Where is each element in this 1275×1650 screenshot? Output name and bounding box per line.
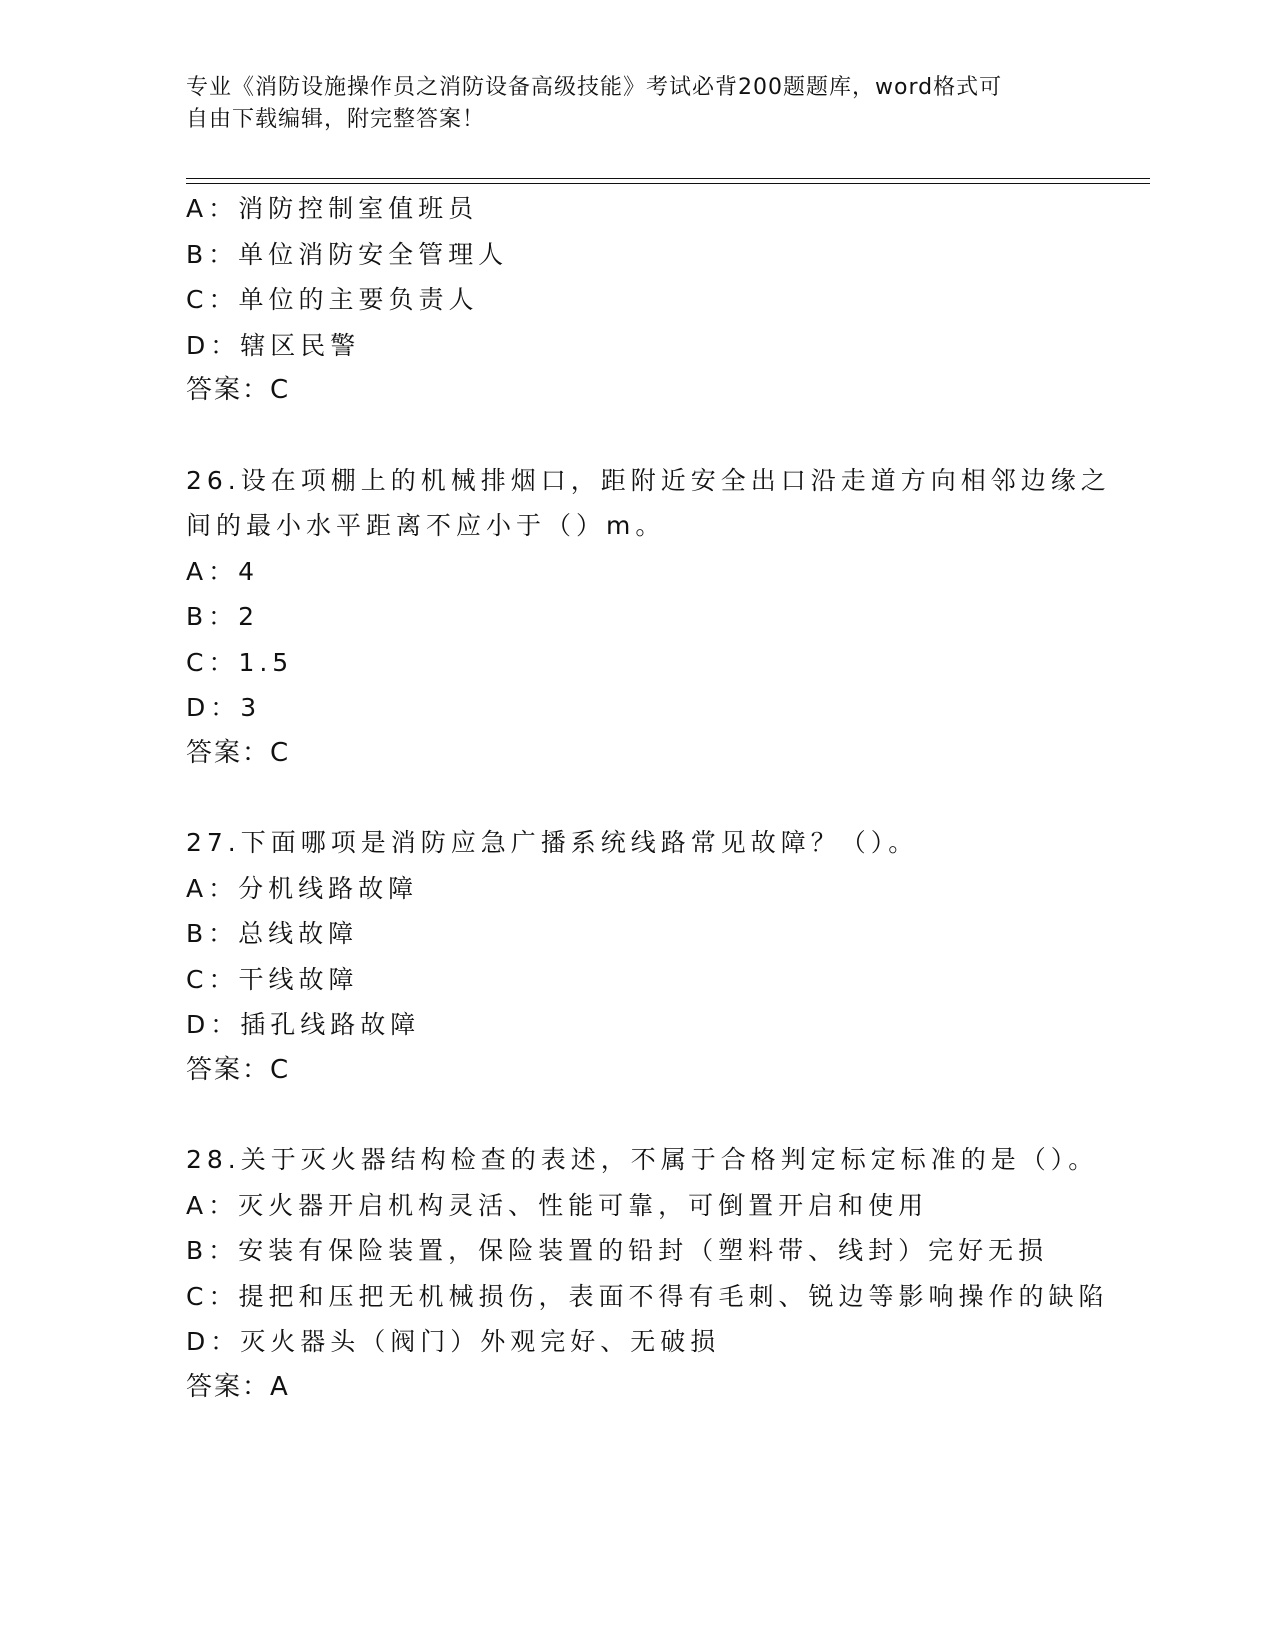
question-stem: 26.设在项棚上的机械排烟口，距附近安全出口沿走道方向相邻边缘之 bbox=[186, 465, 1111, 495]
option-d: D：灭火器头（阀门）外观完好、无破损 bbox=[186, 1327, 721, 1356]
spacer bbox=[186, 414, 1146, 458]
option-c: C：1.5 bbox=[186, 647, 294, 677]
answer: 答案：C bbox=[186, 375, 291, 405]
header-divider-top bbox=[186, 178, 1150, 179]
option-d: D：辖区民警 bbox=[186, 330, 361, 360]
answer: 答案：A bbox=[186, 1371, 290, 1402]
option-b: B：2 bbox=[186, 602, 260, 631]
header-line-2: 自由下载编辑，附完整答案！ bbox=[186, 107, 486, 132]
option-a: A：4 bbox=[186, 556, 260, 586]
option-c: C：提把和压把无机械损伤，表面不得有毛刺、锐边等影响操作的缺陷 bbox=[186, 1281, 1109, 1311]
option-b: B：安装有保险装置，保险装置的铅封（塑料带、线封）完好无损 bbox=[186, 1236, 1049, 1265]
header-line-1: 专业《消防设施操作员之消防设备高级技能》考试必背200题题库，word格式可 bbox=[186, 75, 1003, 100]
question-26 bbox=[186, 458, 1146, 777]
option-d: D：3 bbox=[186, 693, 262, 722]
question-25 bbox=[186, 186, 1146, 414]
option-b: B：单位消防安全管理人 bbox=[186, 239, 509, 269]
question-stem: 28.关于灭火器结构检查的表述，不属于合格判定标定标准的是（）。 bbox=[186, 1145, 1099, 1174]
answer: 答案：C bbox=[186, 737, 291, 768]
header-divider-bottom bbox=[186, 183, 1150, 184]
question-list bbox=[186, 186, 1146, 1410]
option-a: A：消防控制室值班员 bbox=[186, 194, 479, 223]
question-stem-continued: 间的最小水平距离不应小于（）m。 bbox=[186, 511, 666, 540]
question-28 bbox=[186, 1137, 1146, 1410]
question-stem: 27.下面哪项是消防应急广播系统线路常见故障？（）。 bbox=[186, 828, 919, 857]
spacer bbox=[186, 1093, 1146, 1137]
document-header bbox=[186, 72, 1086, 136]
option-c: C：单位的主要负责人 bbox=[186, 285, 479, 314]
option-a: A：灭火器开启机构灵活、性能可靠，可倒置开启和使用 bbox=[186, 1190, 929, 1220]
option-d: D：插孔线路故障 bbox=[186, 1010, 421, 1039]
question-27 bbox=[186, 820, 1146, 1093]
option-c: C：干线故障 bbox=[186, 964, 359, 994]
option-a: A：分机线路故障 bbox=[186, 873, 419, 903]
spacer bbox=[186, 776, 1146, 820]
answer: 答案：C bbox=[186, 1054, 291, 1085]
option-b: B：总线故障 bbox=[186, 919, 359, 948]
